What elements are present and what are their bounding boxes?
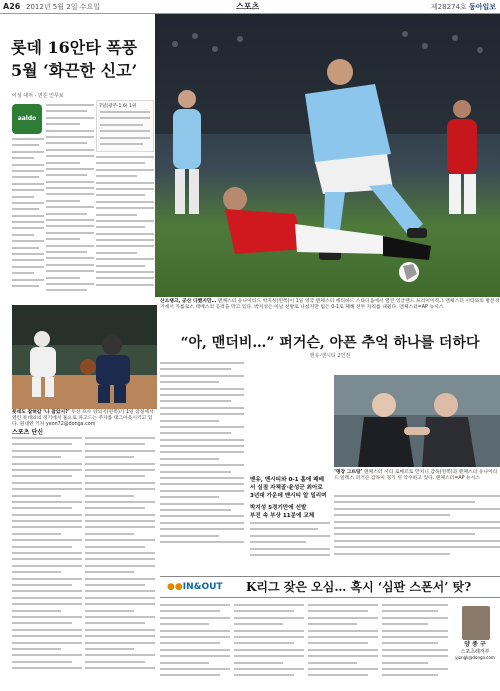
page-number: A26 xyxy=(3,2,21,11)
story1-headline xyxy=(11,36,159,82)
story2-body-col2b xyxy=(250,522,330,566)
inout-body-col2 xyxy=(234,604,304,690)
baseball-caption-title: 롯데도 잡혀갈 ‘나 잡았지?’ xyxy=(12,410,70,415)
issue-date: 2012년 5월 2일 수요일 xyxy=(26,3,100,11)
subhead-b: 서 실점 자책골·윤성군 최아로 xyxy=(250,485,323,491)
soccer-caption-credit: 맨체스터=AP 뉴시스 xyxy=(399,305,444,310)
reporter-role: 스포츠레저부 xyxy=(460,648,490,655)
sports-briefs-col2 xyxy=(85,437,155,689)
story1-body-col0 xyxy=(12,138,44,300)
story2-subtitle: 맨유-맨시티 2연전 xyxy=(309,353,351,359)
scoreboard-title: 7일(광주·1.6) 1위 xyxy=(99,104,137,109)
soccer-photo-image xyxy=(155,14,500,297)
reporter-email: yjongk@donga.com xyxy=(455,655,495,660)
sports-briefs-col1 xyxy=(12,437,82,689)
soccer-caption-title: 산소탱크, 공산 다했지만… xyxy=(160,299,217,304)
page-header xyxy=(0,0,500,14)
story2-body-col2 xyxy=(247,362,248,363)
story1-headline-line1: 롯데 16안타 폭풍 xyxy=(11,38,138,57)
inout-label-text: IN&OUT xyxy=(182,582,223,592)
reporter-name: 양 종 구 xyxy=(464,641,486,648)
story1-body-col1 xyxy=(46,104,94,300)
story1-body-col2 xyxy=(96,156,154,300)
subhead-a: 맨유, 맨시티와 0-1 홈에 패배 xyxy=(250,477,325,483)
coaches-photo-caption xyxy=(334,470,500,492)
paper-name: 동아일보 xyxy=(468,3,496,11)
masthead xyxy=(431,0,496,14)
story2-headline: “아, 맨더비…” 퍼거슨, 아픈 추억 하나를 더하다 xyxy=(180,335,480,351)
reporter-info xyxy=(452,642,498,662)
coaches-photo-image xyxy=(334,375,500,467)
baseball-photo-image xyxy=(12,305,157,409)
inout-body-col1 xyxy=(160,604,230,690)
inout-dots-icon: ●● xyxy=(167,582,183,592)
scoreboard-box xyxy=(96,100,154,152)
baseball-photo xyxy=(12,305,157,409)
sports-briefs-header: 스포츠 단신 xyxy=(12,429,44,436)
baseball-caption-body: 두산 포수 양의지(왼쪽)가 1일 잠실에서 열린 롯데와의 경기에서 홈으로 파고드는 주자를 태그아웃시키고 있다. xyxy=(12,410,154,427)
story1-headline-line2: 5월 ‘화끈한 신고’ xyxy=(11,61,138,80)
story2-body-col1 xyxy=(160,362,244,566)
issue-number: 제28274호 xyxy=(430,3,467,11)
soccer-photo xyxy=(155,14,500,297)
reporter-photo xyxy=(462,606,490,640)
soccer-photo-caption xyxy=(160,299,500,319)
baseball-photo-caption xyxy=(12,410,157,427)
subhead-d: 박지성 5경기만에 선발 xyxy=(250,505,307,511)
story2-body-col3 xyxy=(334,495,500,567)
scoreboard-rows xyxy=(100,111,150,149)
subhead-e: 부진 속 부상 11분에 교체 xyxy=(250,513,315,519)
baseball-caption-credit: 원대연 기자 yeon72@donga.com xyxy=(19,422,96,427)
subhead-c: 3년대 가운데 맨시티 알 밀리며 xyxy=(250,493,327,499)
inout-body-col3 xyxy=(308,604,378,690)
coaches-photo xyxy=(334,375,500,467)
story2-subheads xyxy=(250,476,328,520)
coaches-caption-title: ‘명장 그뜨랑’ xyxy=(334,470,363,475)
story1-byline: 이성 대저 - 먼튼 인무보 xyxy=(12,93,64,99)
coaches-caption-body: 맨체스터 시티 로베르토 만치니 감독(왼쪽)과 맨체스터 유나이티드 알렉스 퍼거슨 감독이 경기 뒤 악수하고 있다. xyxy=(334,470,498,481)
coaches-caption-credit: 맨체스터=AP 뉴시스 xyxy=(435,476,480,481)
soccer-caption-body: 맨체스터 유나이티드 박지성(왼쪽)이 1일 영국 맨체스터 에티하드 스타디움에서 열린 잉글랜드 프리미어리그 맨체스터 시티와의 방문경기에서 카를로스 테베스의 공격을 막고 있다. 박지성은 이날 선발로 나섰지만 팀은 0-1로 패해 선두 자리를 내줬다. xyxy=(160,299,500,310)
inout-label xyxy=(167,582,223,592)
inout-body-col4 xyxy=(382,604,448,690)
reporter-thumbnail: aaldo xyxy=(12,104,42,134)
inout-title: K리그 잦은 오심… 혹시 ‘심판 스폰서’ 탓? xyxy=(246,580,472,594)
section-title: 스포츠 xyxy=(236,2,260,11)
